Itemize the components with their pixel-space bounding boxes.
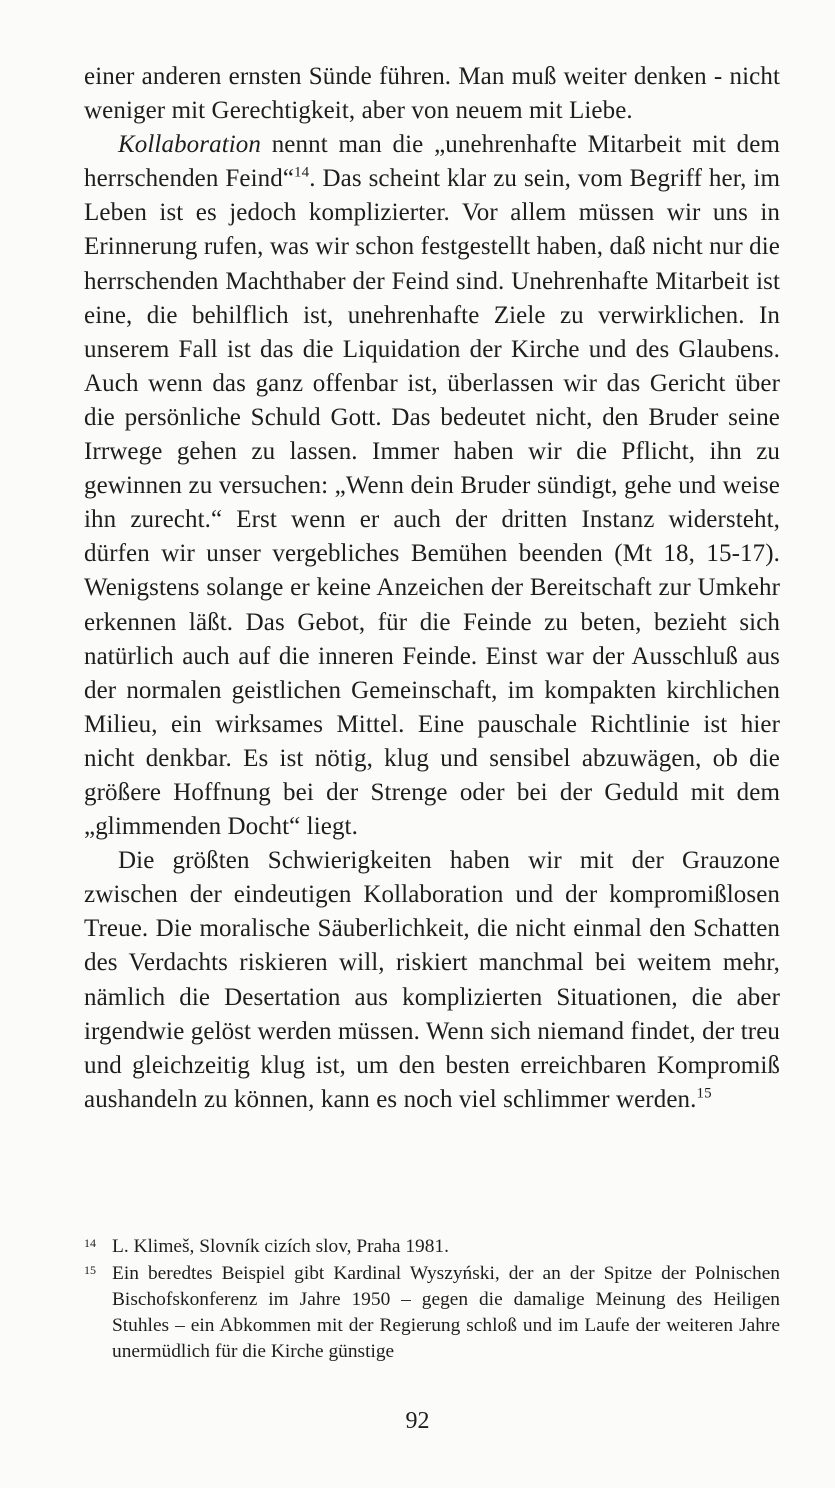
footnote-ref-15[interactable]: 15: [696, 1085, 712, 1102]
main-text: [84, 60, 780, 1117]
footnotes: [84, 1234, 780, 1366]
paragraph-3-text: Die größten Schwierigkeiten haben wir mit der Grauzone zwischen der eindeutigen Kollaboration und der kompromißlosen Treue. Die moralische Säuberlichkeit, die nicht einmal den Schatten des Verdachts riskieren will, riskiert manchmal bei weitem mehr, nämlich die Desertation aus komplizierten Situationen, die aber irgendwie gelöst werden müssen. Wenn sich niemand findet, der treu und gleichzeitig klug ist, um den besten erreichbaren Kompromiß aushandeln zu können, kann es noch viel schlimmer werden.: [84, 847, 780, 1113]
paragraph-2: [84, 128, 780, 844]
paragraph-3: [84, 844, 780, 1117]
paragraph-2-text-b: . Das scheint klar zu sein, vom Begriff her, im Leben ist es jedoch komplizierter. Vor allem müssen wir uns in Erinnerung rufen, was wir schon festgestellt haben, daß nicht nur die herrschenden Machthaber der Feind sind. Unehrenhafte Mitarbeit ist eine, die behilflich ist, unehrenhafte Ziele zu verwirklichen. In unserem Fall ist das die Liquidation der Kirche und des Glaubens. Auch wenn das ganz offenbar ist, überlassen wir das Gericht über die persönliche Schuld Gott. Das bedeutet nicht, den Bruder seine Irrwege gehen zu lassen. Immer haben wir die Pflicht, ihn zu gewinnen zu versuchen: „Wenn dein Bruder sündigt, gehe und weise ihn zurecht.“ Erst wenn er auch der dritten Instanz widersteht, dürfen wir unser vergebliches Bemühen beenden (Mt 18, 15-17). Wenigstens solange er keine Anzeichen der Bereitschaft zur Umkehr erkennen läßt. Das Gebot, für die Feinde zu beten, bezieht sich natürlich auch auf die inneren Feinde. Einst war der Ausschluß aus der normalen geistlichen Gemeinschaft, im kompakten kirchlichen Milieu, ein wirksames Mittel. Eine pauschale Richtlinie ist hier nicht denkbar. Es ist nötig, klug und sensibel abzuwägen, ob die größere Hoffnung bei der Strenge oder bei der Geduld mit dem „glimmenden Docht“ liegt.: [84, 165, 780, 841]
paragraph-2-text-a: nennt man die „unehrenhafte Mitarbeit mit dem herrschenden Feind“: [84, 131, 780, 193]
footnote-14: [84, 1234, 780, 1260]
footnote-number: 15: [84, 1263, 96, 1277]
footnote-number: 14: [84, 1236, 96, 1250]
footnote-text: Ein beredtes Beispiel gibt Kardinal Wyszyński, der an der Spitze der Polnischen Bischofskonferenz im Jahre 1950 – gegen die damalige Meinung des Heiligen Stuhles – ein Abkommen mit der Regierung schloß und im Laufe der weiteren Jahre unermüdlich für die Kirche günstige: [112, 1263, 780, 1362]
paragraph-1: einer anderen ernsten Sünde führen. Man muß weiter denken - nicht weniger mit Gerechtigkeit, aber von neuem mit Liebe.: [84, 63, 780, 125]
footnote-ref-14[interactable]: 14: [294, 164, 310, 181]
footnote-text: L. Klimeš, Slovník cizích slov, Praha 1981.: [112, 1236, 449, 1257]
page-number: 92: [405, 1408, 430, 1434]
footnote-15: [84, 1261, 780, 1365]
term-kollaboration: Kollaboration: [118, 131, 261, 159]
